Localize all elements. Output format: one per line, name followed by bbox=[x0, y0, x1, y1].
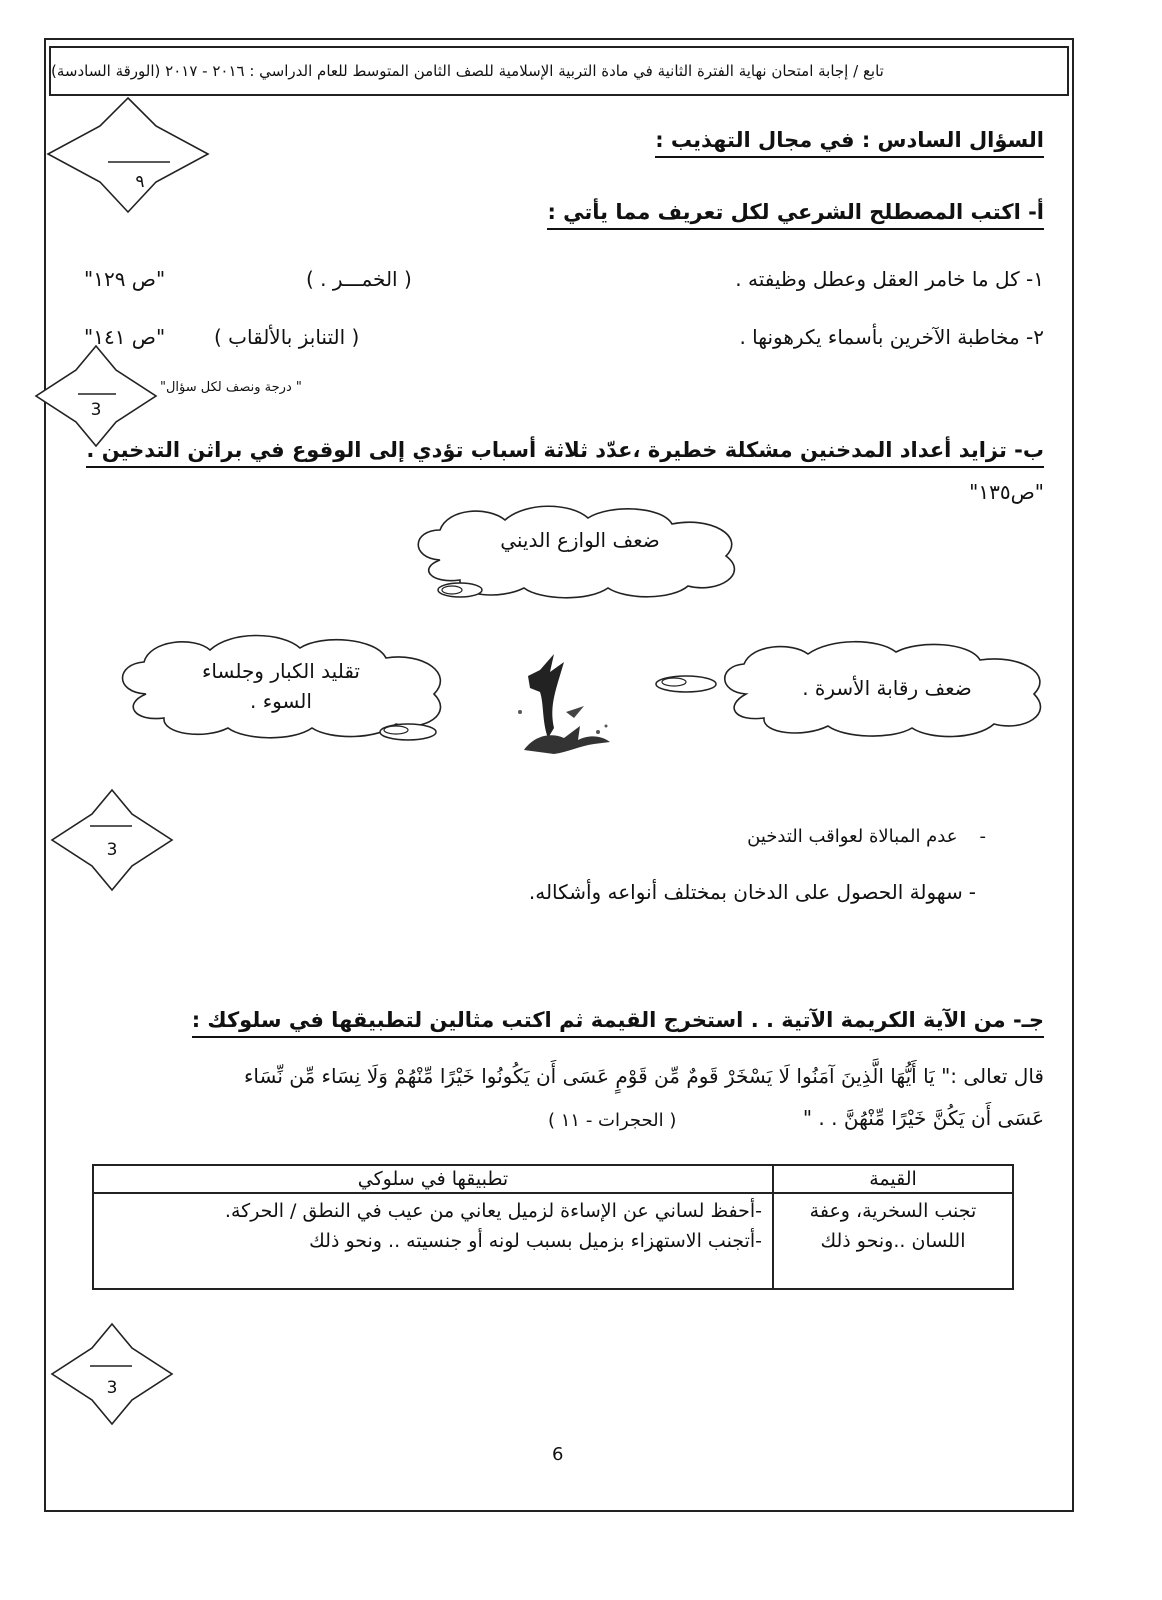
list-dash: - bbox=[979, 826, 986, 847]
exam-header-title: تابع / إجابة امتحان نهاية الفترة الثانية في مادة التربية الإسلامية للصف الثامن المتوسط للعام الدراسي : ٢٠١٦ - ٢٠١٧ (الورقة السادسة) bbox=[51, 62, 884, 80]
part-a-note: " درجة ونصف لكل سؤال" bbox=[160, 380, 302, 395]
part-a-item-1-page: "ص ١٢٩" bbox=[84, 267, 166, 291]
part-a-item-1-answer: ( الخمـــر . ) bbox=[306, 267, 412, 291]
cause-cloud-2 bbox=[106, 630, 456, 752]
quran-verse-line-2: عَسَى أَن يَكُنَّ خَيْرًا مِّنْهُنَّ . . " bbox=[802, 1106, 1044, 1130]
part-b-heading bbox=[86, 438, 1044, 462]
values-table-wrapper bbox=[92, 1164, 1014, 1290]
application-1: -أحفظ لساني عن الإساءة لزميل يعاني من عيب في النطق / الحركة. bbox=[224, 1200, 762, 1222]
table-cell-value bbox=[773, 1193, 1013, 1289]
part-b-extra-item-2-text: سهولة الحصول على الدخان بمختلف أنواعه وأشكاله. bbox=[528, 880, 963, 904]
quran-verse-line-1: قال تعالى :" يَا أَيُّهَا الَّذِينَ آمَنُوا لَا يَسْخَرْ قَومٌ مِّن قَوْمٍ عَسَى أَن يَكُونُوا خَيْرًا مِّنْهُمْ وَلَا نِسَاء مِّن نِّسَاء bbox=[244, 1064, 1044, 1088]
part-b-extra-item-1-text: عدم المبالاة لعواقب التدخين bbox=[747, 826, 958, 847]
values-table-header-row bbox=[93, 1165, 1013, 1193]
part-c-heading-text: جـ- من الآية الكريمة الآتية . . استخرج القيمة ثم اكتب مثالين لتطبيقها في سلوكك : bbox=[192, 1008, 1044, 1038]
total-mark-star bbox=[46, 96, 210, 214]
part-a-item-2-answer: ( التنابز بالألقاب ) bbox=[214, 325, 360, 349]
question-title-text: السؤال السادس : في مجال التهذيب : bbox=[655, 128, 1044, 158]
part-a-heading-text: أ- اكتب المصطلح الشرعي لكل تعريف مما يأتي : bbox=[547, 200, 1044, 230]
part-c-heading bbox=[192, 1008, 1044, 1032]
page-frame bbox=[44, 38, 1074, 1512]
cause-cloud-1 bbox=[400, 500, 760, 610]
part-a-item-1-text: ١- كل ما خامر العقل وعطل وظيفته . bbox=[735, 267, 1044, 291]
part-a-mark-value: 3 bbox=[90, 400, 102, 420]
part-b-extra-item-2 bbox=[529, 880, 976, 904]
total-mark-value: ٩ bbox=[135, 172, 145, 192]
part-a-mark-star bbox=[34, 344, 158, 448]
value-text: تجنب السخرية، وعفة اللسان ..ونحو ذلك bbox=[809, 1200, 977, 1252]
part-b-extra-item-1 bbox=[747, 826, 986, 847]
question-title bbox=[655, 128, 1044, 152]
values-table bbox=[92, 1164, 1014, 1290]
part-b-heading-text: ب- تزايد أعداد المدخنين مشكلة خطيرة ،عدّد ثلاثة أسباب تؤدي إلى الوقوع في براثن التدخين . bbox=[86, 438, 1044, 468]
part-a-item-2-page: "ص ١٤١" bbox=[84, 325, 166, 349]
cause-cloud-1-label: ضعف الوازع الديني bbox=[500, 528, 660, 552]
part-a-heading bbox=[547, 200, 1044, 224]
part-b-mark-value: 3 bbox=[106, 840, 118, 860]
application-2: -أتجنب الاستهزاء بزميل بسبب لونه أو جنسيته .. ونحو ذلك bbox=[309, 1230, 762, 1252]
part-c-mark-value: 3 bbox=[106, 1378, 118, 1398]
part-b-mark-star bbox=[50, 788, 174, 892]
part-a-item-2-text: ٢- مخاطبة الآخرين بأسماء يكرهونها . bbox=[739, 325, 1044, 349]
table-row bbox=[93, 1193, 1013, 1289]
cause-cloud-2-label: تقليد الكبار وجلساء السوء . bbox=[201, 659, 361, 713]
cause-cloud-3-label: ضعف رقابة الأسرة . bbox=[802, 676, 972, 700]
part-c-mark-star bbox=[50, 1322, 174, 1426]
smoking-illustration bbox=[510, 652, 628, 756]
verse-reference: ( الحجرات - ١١ ) bbox=[548, 1110, 677, 1131]
cause-cloud-3 bbox=[652, 636, 1058, 748]
part-b-page: "ص١٣٥" bbox=[969, 480, 1044, 504]
page-number: 6 bbox=[552, 1444, 564, 1465]
table-header-value: القيمة bbox=[773, 1165, 1013, 1193]
list-dash: - bbox=[968, 880, 976, 904]
table-header-application: تطبيقها في سلوكي bbox=[93, 1165, 773, 1193]
exam-header bbox=[49, 46, 1069, 96]
table-cell-applications bbox=[93, 1193, 773, 1289]
